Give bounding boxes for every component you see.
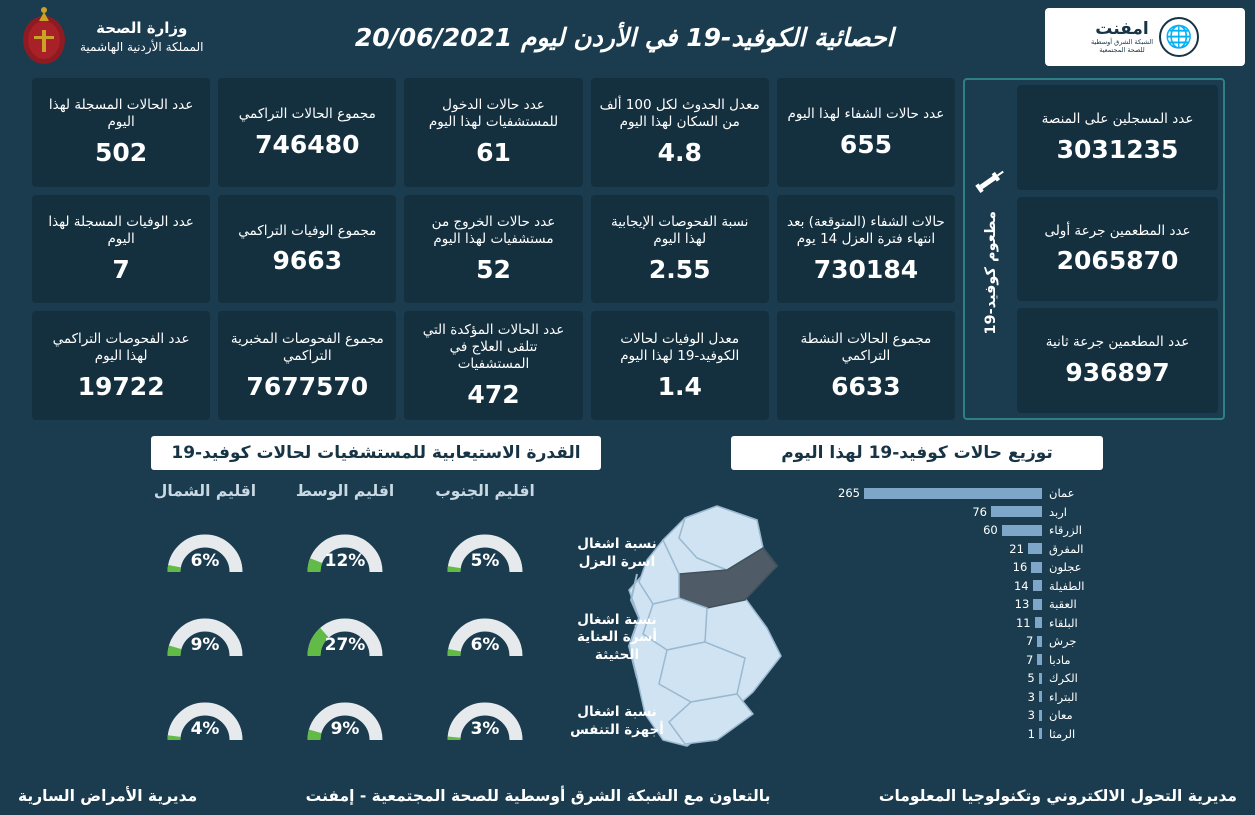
- kpi-card-total-tests: [218, 311, 396, 420]
- bar-fill: [1039, 728, 1042, 739]
- bar-value-label: 3: [1027, 689, 1035, 704]
- gauge-row-label: نسبة اشغال اسرة العزل: [577, 536, 657, 570]
- kpi-card-new-deaths: [32, 195, 210, 304]
- kingdom-name: المملكة الأردنية الهاشمية: [80, 40, 204, 55]
- kpi-card-total-deaths: [218, 195, 396, 304]
- bar-value-label: 13: [1014, 597, 1030, 612]
- kpi-value: 4.8: [657, 138, 702, 168]
- bar-track: [837, 634, 1042, 648]
- kpi-label: مجموع الفحوصات المخبرية التراكمي: [230, 330, 384, 364]
- bar-category-label: العقبة: [1049, 597, 1077, 612]
- gauge-column-headers: [135, 482, 555, 512]
- page-footer: [0, 787, 1255, 805]
- bar-fill: [1031, 562, 1042, 573]
- gauge-value-label: 6%: [470, 635, 500, 655]
- gauge-cell: [135, 613, 275, 663]
- bar-fill: [1035, 617, 1042, 628]
- bar-track: [837, 727, 1042, 741]
- bar-value-label: 5: [1027, 671, 1035, 686]
- kpi-label: عدد حالات الخروج من مستشفيات لهذا اليوم: [431, 214, 556, 247]
- bar-category-label: الكرك: [1049, 671, 1078, 686]
- bar-track: [837, 653, 1042, 667]
- gauge-row-label: نسبة اشغال أسرة العناية الحثيثة: [576, 611, 658, 663]
- bar-category-label: الرمثا: [1049, 726, 1076, 741]
- bar-value-label: 14: [1013, 578, 1029, 593]
- gauge-value-label: 4%: [190, 719, 220, 739]
- bar-row: [837, 595, 1105, 614]
- gauge-cell: [275, 613, 415, 663]
- kpi-value: 2.55: [648, 254, 711, 284]
- kpi-label: عدد الحالات المسجلة لهذا اليوم: [48, 97, 194, 131]
- bar-track: [837, 579, 1042, 593]
- kpi-card-admissions: [404, 78, 582, 187]
- bar-category-label: الطفيلة: [1049, 578, 1085, 593]
- bar-category-label: مادبا: [1049, 652, 1071, 667]
- gauge-value-label: 9%: [190, 635, 220, 655]
- kpi-card-discharges: [404, 195, 582, 304]
- bar-category-label: جرش: [1049, 634, 1077, 649]
- gauge-value-label: 12%: [324, 551, 366, 571]
- kpi-grid: [32, 78, 1225, 420]
- bar-track: [837, 560, 1042, 574]
- kpi-label: عدد حالات الشفاء لهذا اليوم: [787, 105, 945, 122]
- kpi-label: مجموع الحالات النشطة التراكمي: [800, 330, 932, 364]
- kpi-label: عدد المطعمين جرعة أولى: [1044, 222, 1191, 239]
- bar-fill: [1037, 654, 1042, 665]
- vax-card-second-dose: [1017, 308, 1218, 413]
- kpi-value: 472: [467, 379, 520, 409]
- kpi-value: 730184: [813, 254, 919, 284]
- imphnet-logo: [1045, 8, 1245, 66]
- vaccination-panel: [963, 78, 1225, 420]
- bar-value-label: 11: [1015, 615, 1031, 630]
- kpi-card-expected-recoveries: [777, 195, 955, 304]
- bar-value-label: 21: [1009, 541, 1024, 556]
- bar-value-label: 3: [1027, 708, 1035, 723]
- kpi-card-active-cases: [777, 311, 955, 420]
- kpi-card-recoveries-today: [777, 78, 955, 187]
- bar-track: [837, 505, 1042, 519]
- kpi-label: عدد حالات الدخول للمستشفيات لهذا اليوم: [428, 97, 559, 131]
- gauge-row: [135, 680, 664, 764]
- bar-value-label: 7: [1025, 634, 1034, 649]
- gauge-value-label: 5%: [470, 551, 500, 571]
- bar-row: [837, 651, 1105, 670]
- kpi-card-fatality-rate: [591, 311, 769, 420]
- bar-value-label: 7: [1025, 652, 1034, 667]
- bar-track: [837, 597, 1042, 611]
- kpi-label: عدد الحالات المؤكدة التي تتلقى العلاج في المستشفيات: [422, 322, 565, 373]
- kpi-column-cumulative: [218, 78, 396, 420]
- kpi-value: 936897: [1065, 358, 1170, 388]
- bar-value-label: 1: [1027, 726, 1035, 741]
- kpi-value: 6633: [831, 371, 901, 401]
- kpi-value: 746480: [255, 129, 360, 159]
- kpi-label: عدد المسجلين على المنصة: [1041, 110, 1194, 127]
- globe-icon: 🌐: [1159, 17, 1199, 57]
- jordan-crest-icon: [16, 6, 72, 68]
- bar-row: [837, 725, 1105, 744]
- bar-track: [837, 671, 1042, 685]
- bar-category-label: البلقاء: [1049, 615, 1078, 630]
- bar-fill: [1039, 710, 1042, 721]
- kpi-column-recovery: [777, 78, 955, 420]
- bar-value-label: 265: [838, 486, 860, 501]
- kpi-label: مجموع الحالات التراكمي: [238, 105, 376, 122]
- bar-value-label: 16: [1012, 560, 1028, 575]
- kpi-card-positivity-rate: [591, 195, 769, 304]
- bar-category-label: الزرقاء: [1049, 523, 1083, 538]
- hospital-capacity-gauges: [135, 482, 664, 770]
- gauge-cell: [415, 529, 555, 579]
- kpi-value: 9663: [272, 246, 343, 276]
- gauge-value-label: 9%: [330, 719, 360, 739]
- gauge-col-middle: اقليم الوسط: [295, 482, 395, 500]
- page-title: احصائية الكوفيد-19 في الأردن ليوم 20/06/2021: [354, 22, 894, 52]
- gauge-value-label: 3%: [470, 719, 500, 739]
- kpi-value: 7: [112, 254, 130, 284]
- kpi-value: 61: [476, 138, 511, 168]
- bar-fill: [864, 488, 1042, 499]
- kpi-label: حالات الشفاء (المتوقعة) بعد انتهاء فترة العزل 14 يوم: [787, 214, 945, 247]
- bar-row: [837, 503, 1105, 522]
- kpi-label: نسبة الفحوصات الإيجابية لهذا اليوم: [610, 214, 749, 247]
- bar-row: [837, 688, 1105, 707]
- vaccination-cards: [1017, 85, 1218, 413]
- kpi-label: عدد الوفيات المسجلة لهذا اليوم: [48, 214, 194, 247]
- bar-track: [837, 486, 1042, 500]
- ministry-name: وزارة الصحة: [96, 19, 188, 38]
- bar-track: [837, 542, 1042, 556]
- kpi-card-tests-today: [32, 311, 210, 420]
- bar-fill: [1039, 691, 1042, 702]
- kpi-label: معدل الحدوث لكل 100 ألف من السكان لهذا اليوم: [599, 97, 760, 131]
- gauge-value-label: 6%: [190, 551, 220, 571]
- ministry-block: [10, 6, 203, 68]
- bar-track: [837, 708, 1042, 722]
- bar-track: [837, 523, 1042, 537]
- kpi-value: 3031235: [1056, 134, 1179, 164]
- gauge-cell: [275, 697, 415, 747]
- kpi-value: 52: [476, 254, 511, 284]
- bar-value-label: 60: [983, 523, 998, 538]
- kpi-label: مجموع الوفيات التراكمي: [238, 222, 377, 239]
- bar-fill: [1037, 636, 1042, 647]
- gauge-cell: [415, 613, 555, 663]
- kpi-value: 2065870: [1056, 246, 1179, 276]
- bar-category-label: عجلون: [1049, 560, 1082, 575]
- bar-category-label: اربد: [1049, 504, 1067, 519]
- gauge-cell: [135, 697, 275, 747]
- kpi-value: 655: [839, 129, 893, 159]
- vax-card-first-dose: [1017, 197, 1218, 302]
- bar-category-label: معان: [1049, 708, 1073, 723]
- kpi-card-new-cases: [32, 78, 210, 187]
- gauge-col-north: اقليم الشمال: [153, 482, 257, 500]
- gauge-row: [135, 596, 658, 680]
- kpi-label: عدد الفحوصات التراكمي لهذا اليوم: [52, 330, 190, 364]
- bar-track: [837, 616, 1042, 630]
- logo-brand: امفنت: [1095, 18, 1149, 39]
- banner-distribution: توزيع حالات كوفيد-19 لهذا اليوم: [731, 436, 1103, 470]
- kpi-value: 502: [95, 138, 148, 168]
- kpi-card-incidence-rate: [591, 78, 769, 187]
- page-header: [0, 0, 1255, 74]
- bar-fill: [1033, 599, 1042, 610]
- kpi-value: 7677570: [246, 371, 369, 401]
- bar-fill: [1039, 673, 1042, 684]
- kpi-column-rates: [591, 78, 769, 420]
- logo-sub1: الشبكة الشرق أوسطية: [1090, 38, 1154, 47]
- kpi-label: عدد المطعمين جرعة ثانية: [1045, 334, 1190, 351]
- kpi-value: 19722: [77, 371, 165, 401]
- bar-row: [837, 706, 1105, 725]
- kpi-card-inpatients: [404, 311, 582, 420]
- bar-fill: [1002, 525, 1042, 536]
- kpi-label: معدل الوفيات لحالات الكوفيد-19 لهذا اليوم: [620, 330, 740, 364]
- kpi-value: 1.4: [657, 371, 702, 401]
- bar-fill: [1033, 580, 1042, 591]
- bar-row: [837, 521, 1105, 540]
- gauge-row: [135, 512, 657, 596]
- bar-category-label: عمان: [1049, 486, 1075, 501]
- vax-card-registered: [1017, 85, 1218, 190]
- logo-sub2: للصحة المجتمعية: [1099, 45, 1145, 54]
- footer-center: بالتعاون مع الشبكة الشرق أوسطية للصحة المجتمعية - إمفنت: [305, 787, 771, 805]
- bar-fill: [991, 506, 1042, 517]
- gauge-cell: [135, 529, 275, 579]
- gauge-row-label: نسبة اشغال أجهزة التنفس: [570, 704, 664, 738]
- bar-fill: [1028, 543, 1042, 554]
- kpi-card-total-cases: [218, 78, 396, 187]
- gauge-col-south: اقليم الجنوب: [435, 482, 535, 500]
- bar-row: [837, 484, 1105, 503]
- bar-track: [837, 690, 1042, 704]
- kpi-column-cases: [32, 78, 210, 420]
- page-title-wrap: [203, 23, 1045, 52]
- bar-row: [837, 558, 1105, 577]
- bar-row: [837, 540, 1105, 559]
- bar-row: [837, 614, 1105, 633]
- vaccination-side: [970, 85, 1012, 413]
- bar-category-label: البتراء: [1049, 689, 1078, 704]
- gauge-cell: [275, 529, 415, 579]
- bar-category-label: المفرق: [1049, 541, 1084, 556]
- bar-value-label: 76: [972, 504, 987, 519]
- gauge-value-label: 27%: [324, 635, 366, 655]
- bar-row: [837, 577, 1105, 596]
- gauge-cell: [415, 697, 555, 747]
- footer-right: مديرية الأمراض السارية: [18, 787, 198, 805]
- footer-left: مديرية التحول الالكتروني وتكنولوجيا المعلومات: [878, 787, 1237, 805]
- vaccination-side-label: مطعوم كوفيد-19: [983, 211, 1000, 335]
- bar-row: [837, 632, 1105, 651]
- bar-row: [837, 669, 1105, 688]
- syringe-icon: [966, 157, 1016, 208]
- banner-capacity: القدرة الاستيعابية للمستشفيات لحالات كوفيد-19: [151, 436, 601, 470]
- governorate-bar-chart: [837, 484, 1105, 743]
- kpi-column-hospital: [404, 78, 582, 420]
